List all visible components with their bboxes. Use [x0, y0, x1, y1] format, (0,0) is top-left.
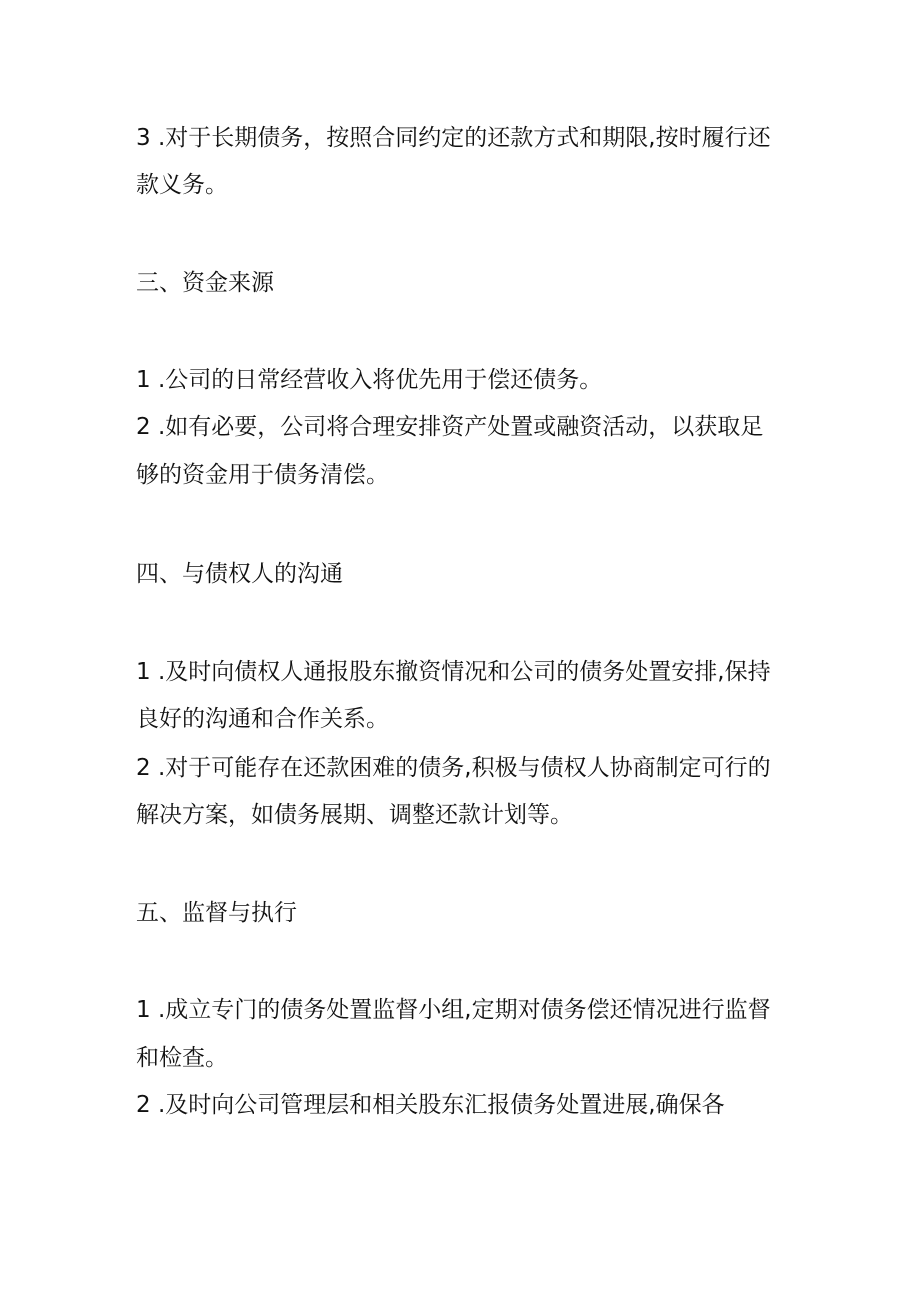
supervision-item-1-line-2: 和检查。	[136, 1045, 228, 1071]
funding-item-2-line-2: 够的资金用于债务清偿。	[136, 462, 389, 488]
paragraph-3-line-1: 3 .对于长期债务，按照合同约定的还款方式和期限,按时履行还	[136, 125, 771, 151]
communication-item-2-line-2: 解决方案，如债务展期、调整还款计划等。	[136, 802, 573, 828]
paragraph-3-line-2: 款义务。	[136, 172, 228, 198]
supervision-item-1-line-1: 1 .成立专门的债务处置监督小组,定期对债务偿还情况进行监督	[136, 997, 771, 1023]
supervision-item-2-line-1: 2 .及时向公司管理层和相关股东汇报债务处置进展,确保各	[136, 1092, 725, 1118]
communication-item-1-line-1: 1 .及时向债权人通报股东撤资情况和公司的债务处置安排,保持	[136, 659, 771, 685]
communication-item-2-line-1: 2 .对于可能存在还款困难的债务,积极与债权人协商制定可行的	[136, 755, 771, 781]
section-heading-creditor-communication: 四、与债权人的沟通	[136, 561, 343, 587]
funding-item-2-line-1: 2 .如有必要，公司将合理安排资产处置或融资活动，以获取足	[136, 414, 764, 440]
section-heading-supervision: 五、监督与执行	[136, 900, 297, 926]
communication-item-1-line-2: 良好的沟通和合作关系。	[136, 706, 389, 732]
funding-item-1: 1 .公司的日常经营收入将优先用于偿还债务。	[136, 367, 603, 393]
section-heading-funding-sources: 三、资金来源	[136, 270, 274, 296]
